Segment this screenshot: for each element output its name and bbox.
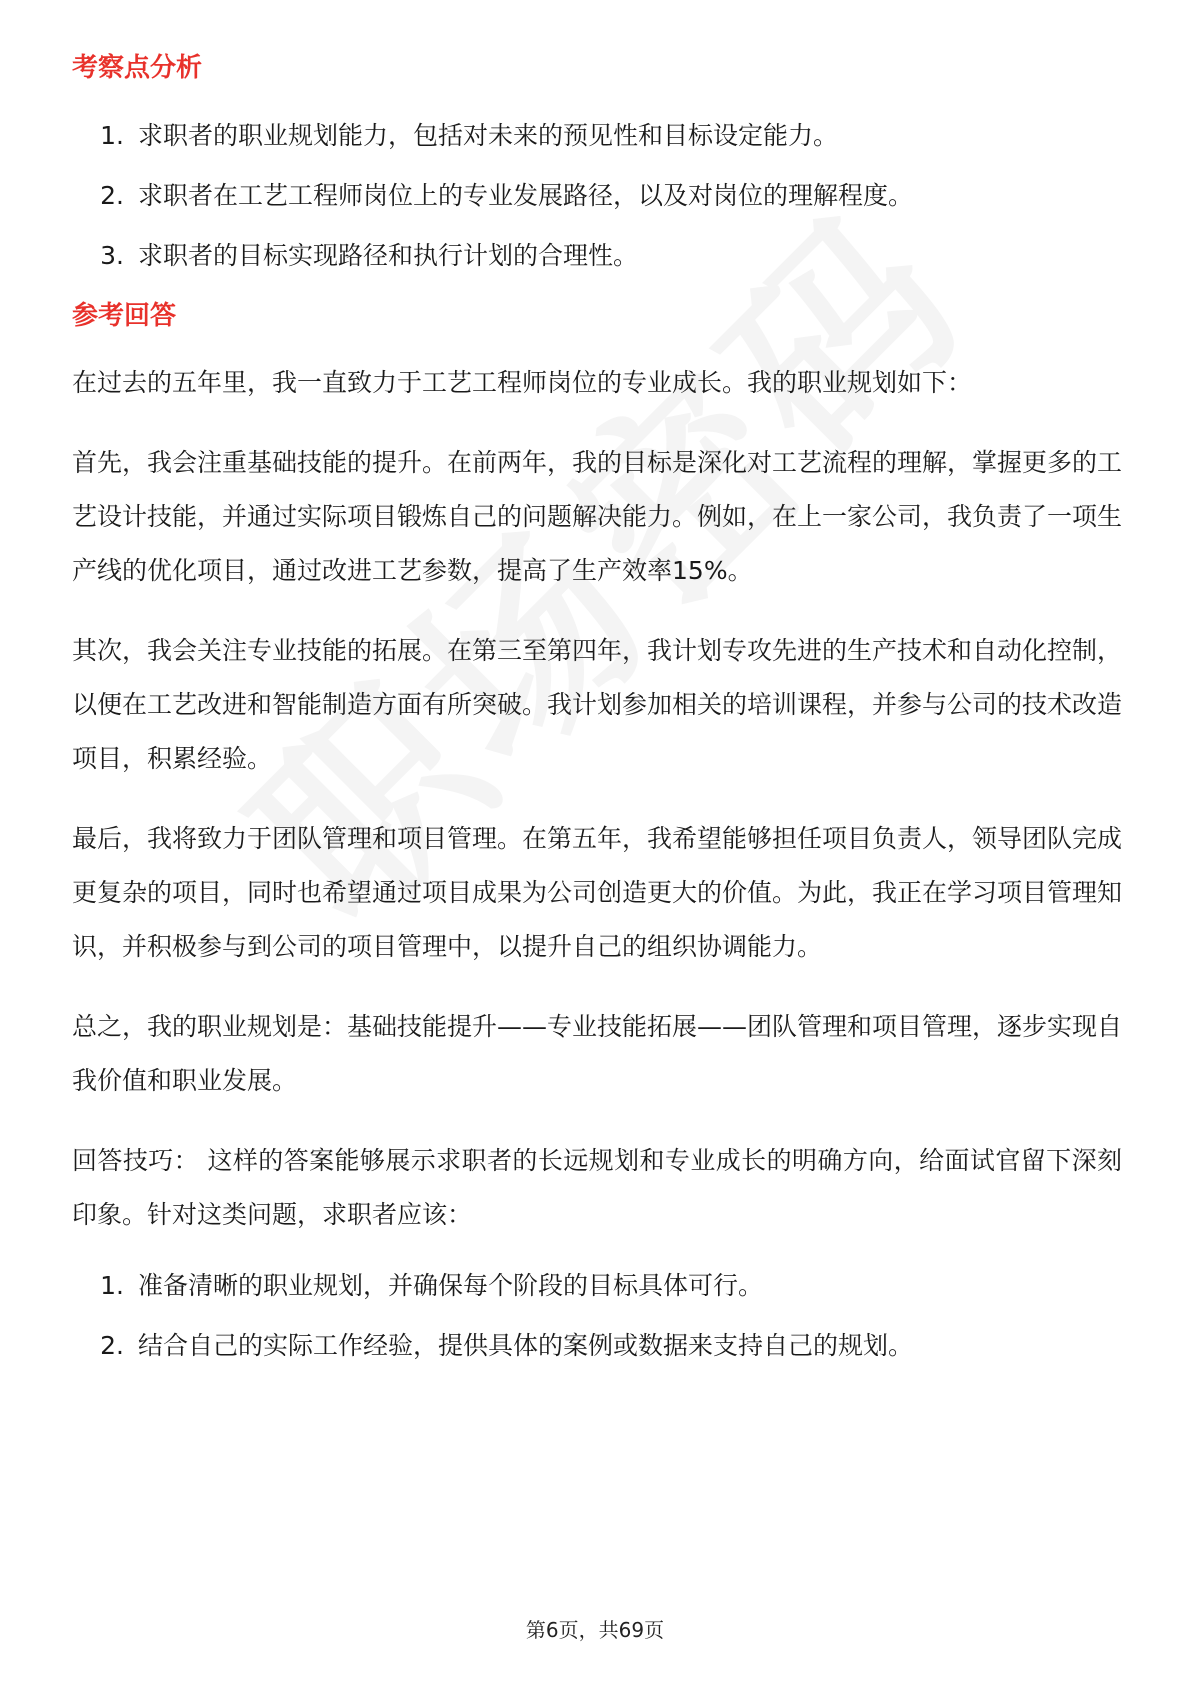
list-text: 求职者的职业规划能力，包括对未来的预见性和目标设定能力。 xyxy=(138,121,839,150)
list-number: 2. xyxy=(100,181,124,210)
list-text: 结合自己的实际工作经验，提供具体的案例或数据来支持自己的规划。 xyxy=(138,1331,914,1360)
answer-paragraph: 其次，我会关注专业技能的拓展。在第三至第四年，我计划专攻先进的生产技术和自动化控制，以便在工艺改进和智能制造方面有所突破。我计划参加相关的培训课程，并参与公司的技术改造项目，积累经验。 xyxy=(72,636,1123,773)
answer-paragraph: 最后，我将致力于团队管理和项目管理。在第五年，我希望能够担任项目负责人，领导团队完成更复杂的项目，同时也希望通过项目成果为公司创造更大的价值。为此，我正在学习项目管理知识，并积极参与到公司的项目管理中，以提升自己的组织协调能力。 xyxy=(72,824,1123,961)
list-number: 2. xyxy=(100,1331,124,1360)
tips-paragraph: 回答技巧： 这样的答案能够展示求职者的长远规划和专业成长的明确方向，给面试官留下深刻印象。针对这类问题，求职者应该： xyxy=(72,1146,1122,1229)
list-text: 准备清晰的职业规划，并确保每个阶段的目标具体可行。 xyxy=(138,1271,764,1300)
answer-paragraph: 首先，我会注重基础技能的提升。在前两年，我的目标是深化对工艺流程的理解，掌握更多的工艺设计技能，并通过实际项目锻炼自己的问题解决能力。例如，在上一家公司，我负责了一项生产线的优化项目，通过改进工艺参数，提高了生产效率15%。 xyxy=(72,448,1123,585)
answer-paragraph: 在过去的五年里，我一直致力于工艺工程师岗位的专业成长。我的职业规划如下： xyxy=(72,368,973,397)
section-title-answer: 参考回答 xyxy=(72,301,177,331)
list-item xyxy=(72,106,1122,166)
page-content xyxy=(72,48,1122,1376)
list-item xyxy=(72,1316,1122,1376)
analysis-list xyxy=(72,106,1122,286)
list-number: 3. xyxy=(100,241,124,270)
list-item xyxy=(72,226,1122,286)
list-number: 1. xyxy=(100,121,124,150)
list-item xyxy=(72,1256,1122,1316)
list-text: 求职者在工艺工程师岗位上的专业发展路径，以及对岗位的理解程度。 xyxy=(138,181,914,210)
list-text: 求职者的目标实现路径和执行计划的合理性。 xyxy=(138,241,639,270)
tips-list xyxy=(72,1256,1122,1376)
list-item xyxy=(72,166,1122,226)
section-title-analysis: 考察点分析 xyxy=(72,53,203,83)
page-number: 第6页，共69页 xyxy=(525,1618,665,1642)
answer-paragraph: 总之，我的职业规划是：基础技能提升——专业技能拓展——团队管理和项目管理，逐步实现自我价值和职业发展。 xyxy=(72,1012,1123,1095)
list-number: 1. xyxy=(100,1271,124,1300)
